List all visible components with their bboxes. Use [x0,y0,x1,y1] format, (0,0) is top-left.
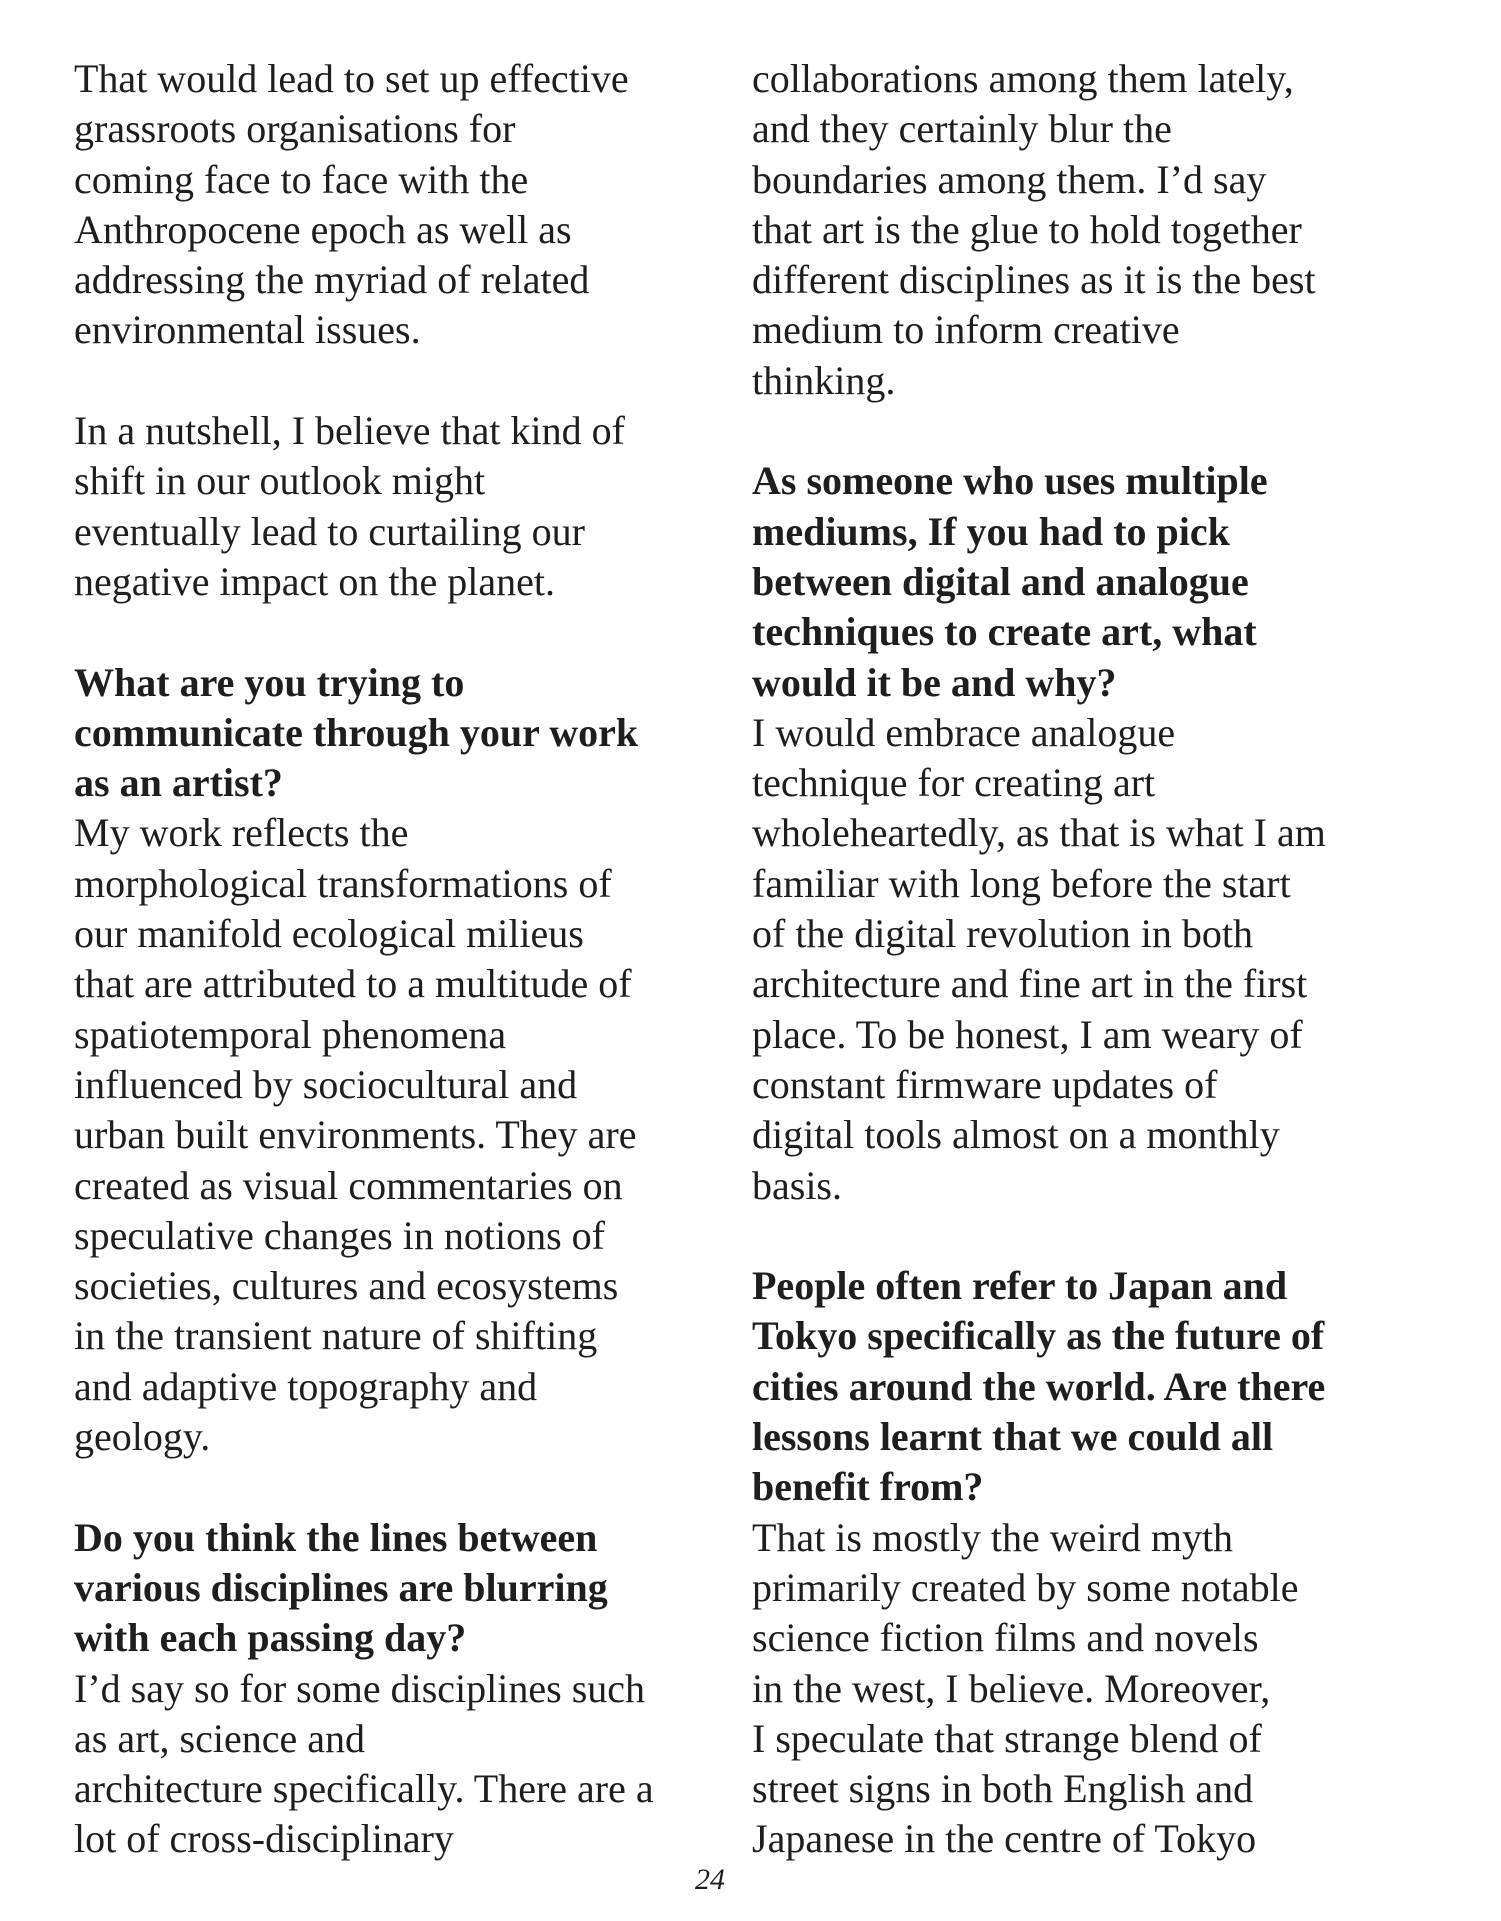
text-line: That would lead to set up effective [74,56,629,101]
text-line: of the digital revolution in both [752,911,1254,957]
text-line: influenced by sociocultural and [74,1061,578,1107]
text-line: speculative changes in notions of [74,1212,605,1258]
text-line: I speculate that strange blend of [752,1715,1262,1761]
text-line: morphological transformations of [74,860,612,906]
interview-answer [74,1664,734,1865]
interview-question [752,456,1452,707]
text-line: that art is the glue to hold together [752,206,1302,252]
interview-answer [752,708,1452,1211]
text-line: and adaptive topography and [74,1363,538,1409]
interview-answer [752,1513,1452,1865]
text-line: different disciplines as it is the best [752,257,1316,303]
text-line: benefit from? [752,1464,984,1510]
text-line: As someone who uses multiple [752,458,1268,504]
text-line: as an artist? [74,760,283,806]
text-line: in the west, I believe. Moreover, [752,1665,1271,1711]
text-line: between digital and analogue [752,558,1249,604]
text-line: societies, cultures and ecosystems [74,1263,619,1309]
text-line: primarily created by some notable [752,1564,1299,1610]
text-line: with each passing day? [74,1615,467,1661]
interview-question [74,1513,734,1664]
text-line: grassroots organisations for [74,106,516,152]
text-line: I’d say so for some disciplines such [74,1665,646,1711]
text-line: spatiotemporal phenomena [74,1011,507,1057]
text-line: addressing the myriad of related [74,257,590,303]
text-line: shift in our outlook might [74,458,486,504]
text-line: would it be and why? [752,659,1117,705]
text-line: People often refer to Japan and [752,1263,1288,1309]
text-line: lot of cross-disciplinary [74,1816,454,1862]
text-line: mediums, If you had to pick [752,508,1230,554]
text-line: negative impact on the planet. [74,558,555,604]
text-line: architecture specifically. There are a [74,1766,654,1812]
text-line: lessons learnt that we could all [752,1414,1274,1460]
text-line: In a nutshell, I believe that kind of [74,408,625,454]
paragraph [74,54,734,356]
paragraph [74,406,734,607]
text-line: coming face to face with the [74,156,529,202]
text-line: communicate through your work [74,709,639,755]
text-line: My work reflects the [74,810,409,856]
text-line: as art, science and [74,1715,365,1761]
text-line: in the transient nature of shifting [74,1313,598,1359]
text-line: collaborations among them lately, [752,56,1294,101]
text-line: environmental issues. [74,307,421,353]
text-line: basis. [752,1162,842,1208]
text-line: cities around the world. Are there [752,1363,1326,1409]
text-line: thinking. [752,357,896,403]
left-column [74,54,734,1865]
text-line: wholeheartedly, as that is what I am [752,810,1326,856]
text-line: technique for creating art [752,760,1156,806]
text-line: Tokyo specifically as the future of [752,1313,1325,1359]
text-line: digital tools almost on a monthly [752,1112,1280,1158]
text-line: created as visual commentaries on [74,1162,623,1208]
text-line: familiar with long before the start [752,860,1291,906]
interview-question [752,1261,1452,1512]
paragraph-gap [752,1211,1452,1261]
text-line: science fiction films and novels [752,1615,1259,1661]
interview-answer [74,808,734,1462]
text-line: and they certainly blur the [752,106,1172,152]
paragraph-gap [752,406,1452,456]
text-line: our manifold ecological milieus [74,911,584,957]
paragraph-gap [74,356,734,406]
text-line: That is mostly the weird myth [752,1514,1234,1560]
paragraph-gap [74,607,734,657]
text-line: boundaries among them. I’d say [752,156,1267,202]
text-line: Japanese in the centre of Tokyo [752,1816,1257,1862]
text-line: architecture and fine art in the first [752,961,1308,1007]
text-line: I would embrace analogue [752,709,1176,755]
interview-question [74,658,734,809]
text-line: Anthropocene epoch as well as [74,206,572,252]
text-line: techniques to create art, what [752,609,1257,655]
text-line: various disciplines are blurring [74,1564,608,1610]
text-line: geology. [74,1414,211,1460]
text-line: constant firmware updates of [752,1061,1218,1107]
text-line: street signs in both English and [752,1766,1254,1812]
text-line: place. To be honest, I am weary of [752,1011,1303,1057]
right-column [752,54,1452,1865]
text-line: that are attributed to a multitude of [74,961,632,1007]
text-line: What are you trying to [74,659,465,705]
interview-answer [752,54,1452,406]
text-line: Do you think the lines between [74,1514,598,1560]
text-line: eventually lead to curtailing our [74,508,585,554]
text-line: medium to inform creative [752,307,1180,353]
text-line: urban built environments. They are [74,1112,637,1158]
page-number: 24 [695,1863,725,1896]
paragraph-gap [74,1462,734,1512]
